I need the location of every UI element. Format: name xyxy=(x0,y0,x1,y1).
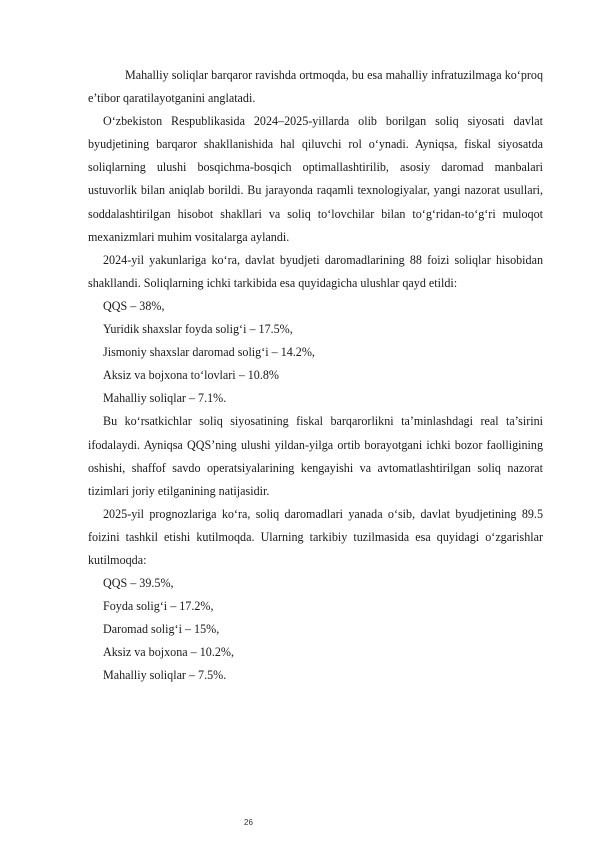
list-item: Foyda solig‘i – 17.2%, xyxy=(103,599,214,614)
list-item: Aksiz va bojxona – 10.2%, xyxy=(103,645,234,660)
page-number: 26 xyxy=(244,818,253,827)
paragraph-2025-forecast: 2025-yil prognozlariga ko‘ra, soliq daromadlari yanada o‘sib, davlat byudjetining 89.5 foizini tashkil etishi kutilmoqda. Ularning tarkibiy tuzilmasida esa quyidagi o‘zgarishlar kutilmoqda: xyxy=(88,506,543,567)
list-item: QQS – 38%, xyxy=(103,298,165,313)
list-tax-shares-2025 xyxy=(88,572,543,687)
paragraph-tax-policy-reforms: O‘zbekiston Respublikasida 2024–2025-yillarda olib borilgan soliq siyosati davlat byudjetining barqaror shakllanishida hal qiluvchi rol o‘ynadi. Ayniqsa, fiskal siyosatda soliqlarning ulushi bosqichma-bosqich optimallashtirilib, asosiy daromad manbalari ustuvorlik bilan aniqlab borildi. Bu jarayonda raqamli texnologiyalar, yangi nazorat usullari, soddalashtirilgan hisobot shakllari va soliq to‘lovchilar bilan to‘g‘ridan-to‘g‘ri muloqot mexanizmlari muhim vositalarga aylandi. xyxy=(88,114,543,244)
paragraph-intro: Mahalliy soliqlar barqaror ravishda ortmoqda, bu esa mahalliy infratuzilmaga ko‘proq e’tibor qaratilayotganini anglatadi. xyxy=(88,68,543,106)
list-item: Mahalliy soliqlar – 7.5%. xyxy=(103,668,227,683)
list-tax-shares-2024 xyxy=(88,295,543,410)
list-item: Yuridik shaxslar foyda solig‘i – 17.5%, xyxy=(103,322,293,337)
paragraph-2024-results: 2024-yil yakunlariga ko‘ra, davlat byudjeti daromadlarining 88 foizi soliqlar hisobidan shakllandi. Soliqlarning ichki tarkibida esa quyidagicha ulushlar qayd etildi: xyxy=(88,252,543,290)
page-body xyxy=(88,64,543,688)
list-item: Daromad solig‘i – 15%, xyxy=(103,622,220,637)
paragraph-fiscal-stability: Bu ko‘rsatkichlar soliq siyosatining fiskal barqarorlikni ta’minlashdagi real ta’sirini ifodalaydi. Ayniqsa QQS’ning ulushi yildan-yilga ortib borayotgani ichki bozor faolligining oshishi, shaffof savdo operatsiyalarining kengayishi va avtomatlashtirilgan soliq nazorat tizimlari joriy etilganining natijasidir. xyxy=(88,414,543,498)
list-item: Mahalliy soliqlar – 7.1%. xyxy=(103,391,227,406)
list-item: QQS – 39.5%, xyxy=(103,576,174,591)
list-item: Jismoniy shaxslar daromad solig‘i – 14.2%, xyxy=(103,345,315,360)
list-item: Aksiz va bojxona to‘lovlari – 10.8% xyxy=(103,368,279,383)
